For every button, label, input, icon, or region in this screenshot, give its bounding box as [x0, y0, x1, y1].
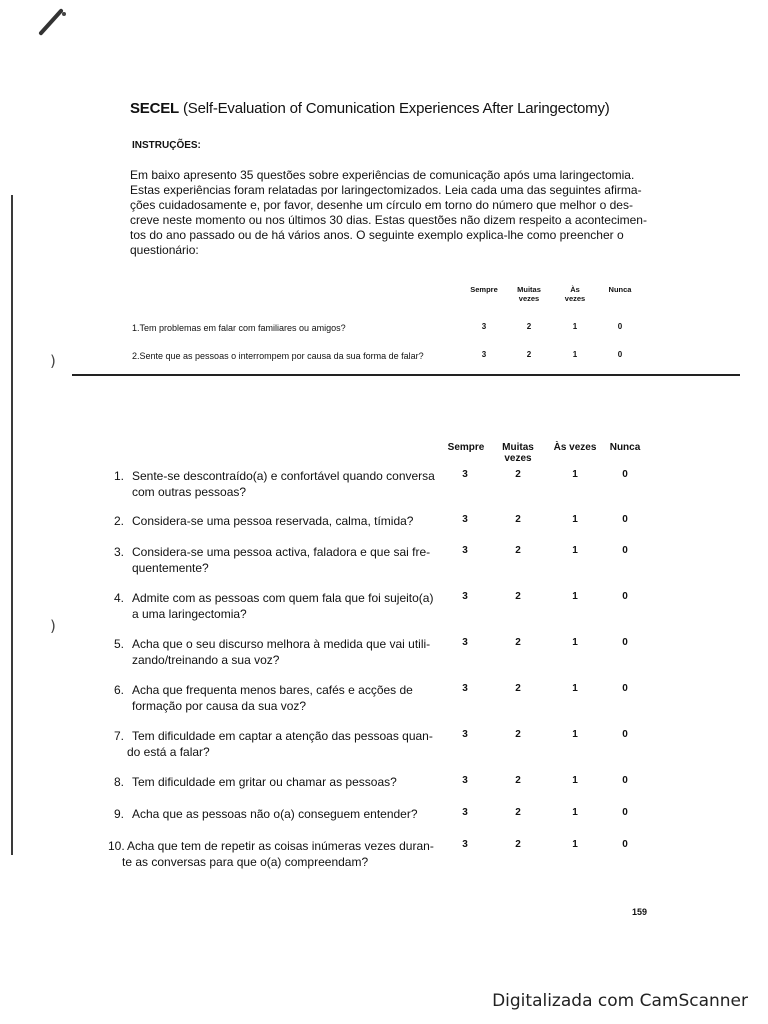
question-number: 8. — [114, 775, 125, 789]
answer-option[interactable]: 0 — [622, 775, 628, 786]
answer-option[interactable]: 3 — [462, 775, 468, 786]
question-number: 9. — [114, 807, 125, 821]
answer-option[interactable]: 2 — [515, 545, 521, 556]
intro-line: creve neste momento ou nos últimos 30 dias. Estas questões não dizem respeito a acontecimen- — [130, 213, 647, 227]
answer-option[interactable]: 0 — [622, 514, 628, 525]
question-text: Tem dificuldade em captar a atenção das pessoas quan- do está a falar? — [127, 729, 433, 759]
title-full-name: (Self-Evaluation of Comunication Experiences After Laringectomy) — [179, 100, 610, 117]
question-number: 5. — [114, 637, 125, 651]
answer-option[interactable]: 3 — [462, 469, 468, 480]
intro-line: Em baixo apresento 35 questões sobre experiências de comunicação após uma laringectomia. — [130, 168, 635, 182]
intro-line: tos do ano passado ou de há vários anos. O seguinte exemplo explica-lhe como preencher o — [130, 228, 624, 242]
example-option[interactable]: 3 — [481, 322, 487, 331]
question-text: Acha que frequenta menos bares, cafés e acções de formação por causa da sua voz? — [132, 683, 413, 713]
question-text: Sente-se descontraído(a) e confortável quando conversa com outras pessoas? — [132, 469, 435, 499]
answer-option[interactable]: 2 — [515, 683, 521, 694]
pen-dot — [62, 12, 66, 16]
answer-option[interactable]: 2 — [515, 775, 521, 786]
answer-option[interactable]: 0 — [622, 683, 628, 694]
section-divider — [72, 374, 740, 376]
scanner-watermark: Digitalizada com CamScanner — [492, 991, 748, 1011]
answer-option[interactable]: 2 — [515, 637, 521, 648]
example-option[interactable]: 2 — [526, 350, 532, 359]
answer-option[interactable]: 1 — [572, 637, 578, 648]
answer-option[interactable]: 1 — [572, 839, 578, 850]
example-option[interactable]: 2 — [526, 322, 532, 331]
answer-option[interactable]: 0 — [622, 591, 628, 602]
answer-option[interactable]: 0 — [622, 637, 628, 648]
document-title — [130, 100, 610, 117]
example-header-sempre: Sempre — [470, 285, 498, 294]
question-text: Admite com as pessoas com quem fala que foi sujeito(a) a uma laringectomia? — [132, 591, 434, 621]
example-question: 1.Tem problemas em falar com familiares ou amigos? — [132, 323, 346, 333]
question-number: 1. — [114, 469, 125, 483]
instructions-label: INSTRUÇÕES: — [132, 140, 201, 151]
question-number: 10. — [108, 839, 125, 853]
answer-option[interactable]: 2 — [515, 807, 521, 818]
question-number: 2. — [114, 514, 125, 528]
header-nunca: Nunca — [609, 442, 641, 453]
answer-option[interactable]: 1 — [572, 683, 578, 694]
answer-option[interactable]: 3 — [462, 514, 468, 525]
punch-hole-mark: ) — [50, 352, 56, 370]
answer-option[interactable]: 3 — [462, 729, 468, 740]
answer-option[interactable]: 1 — [572, 591, 578, 602]
answer-option[interactable]: 2 — [515, 591, 521, 602]
answer-option[interactable]: 0 — [622, 729, 628, 740]
header-muitas-vezes: Muitas vezes — [502, 442, 534, 464]
title-acronym: SECEL — [130, 100, 180, 117]
binding-edge — [11, 195, 13, 855]
question-text: Considera-se uma pessoa reservada, calma, tímida? — [132, 514, 414, 528]
answer-option[interactable]: 3 — [462, 545, 468, 556]
header-as-vezes: Às vezes — [553, 442, 597, 453]
example-header-nunca: Nunca — [608, 285, 632, 294]
answer-option[interactable]: 2 — [515, 469, 521, 480]
header-sempre: Sempre — [447, 442, 485, 453]
answer-option[interactable]: 1 — [572, 807, 578, 818]
example-header-as-vezes: Às vezes — [564, 285, 586, 303]
answer-option[interactable]: 0 — [622, 807, 628, 818]
example-option[interactable]: 1 — [572, 322, 578, 331]
question-text: Considera-se uma pessoa activa, faladora e que sai fre- quentemente? — [132, 545, 431, 575]
answer-option[interactable]: 1 — [572, 514, 578, 525]
intro-line: Estas experiências foram relatadas por laringectomizados. Leia cada uma das seguintes afirma- — [130, 183, 642, 197]
question-number: 3. — [114, 545, 125, 559]
answer-option[interactable]: 2 — [515, 514, 521, 525]
question-text: Acha que o seu discurso melhora à medida que vai utili- zando/treinando a sua voz? — [132, 637, 431, 667]
example-option[interactable]: 3 — [481, 350, 487, 359]
question-number: 4. — [114, 591, 125, 605]
example-option[interactable]: 1 — [572, 350, 578, 359]
example-option[interactable]: 0 — [617, 350, 623, 359]
page-number: 159 — [632, 907, 648, 917]
intro-line: ções cuidadosamente e, por favor, desenhe um círculo em torno do número que melhor o des- — [130, 198, 633, 212]
answer-option[interactable]: 1 — [572, 729, 578, 740]
example-header-muitas-vezes: Muitas vezes — [517, 285, 541, 303]
question-number: 6. — [114, 683, 125, 697]
question-text: Acha que as pessoas não o(a) conseguem entender? — [132, 807, 418, 821]
answer-option[interactable]: 3 — [462, 637, 468, 648]
answer-option[interactable]: 0 — [622, 839, 628, 850]
punch-hole-mark: ) — [50, 617, 56, 635]
answer-option[interactable]: 3 — [462, 839, 468, 850]
pen-mark — [38, 8, 64, 36]
answer-option[interactable]: 3 — [462, 591, 468, 602]
answer-option[interactable]: 0 — [622, 545, 628, 556]
question-text: Tem dificuldade em gritar ou chamar as pessoas? — [132, 775, 397, 789]
answer-option[interactable]: 0 — [622, 469, 628, 480]
answer-option[interactable]: 1 — [572, 545, 578, 556]
intro-paragraph — [130, 168, 648, 258]
answer-option[interactable]: 2 — [515, 839, 521, 850]
answer-option[interactable]: 1 — [572, 469, 578, 480]
intro-line: questionário: — [130, 243, 199, 257]
example-option[interactable]: 0 — [617, 322, 623, 331]
question-text: Acha que tem de repetir as coisas inúmeras vezes duran- te as conversas para que o(a) compreendam? — [122, 839, 434, 869]
example-question: 2.Sente que as pessoas o interrompem por causa da sua forma de falar? — [132, 351, 424, 361]
answer-option[interactable]: 3 — [462, 807, 468, 818]
answer-option[interactable]: 1 — [572, 775, 578, 786]
question-number: 7. — [114, 729, 125, 743]
answer-option[interactable]: 3 — [462, 683, 468, 694]
answer-option[interactable]: 2 — [515, 729, 521, 740]
